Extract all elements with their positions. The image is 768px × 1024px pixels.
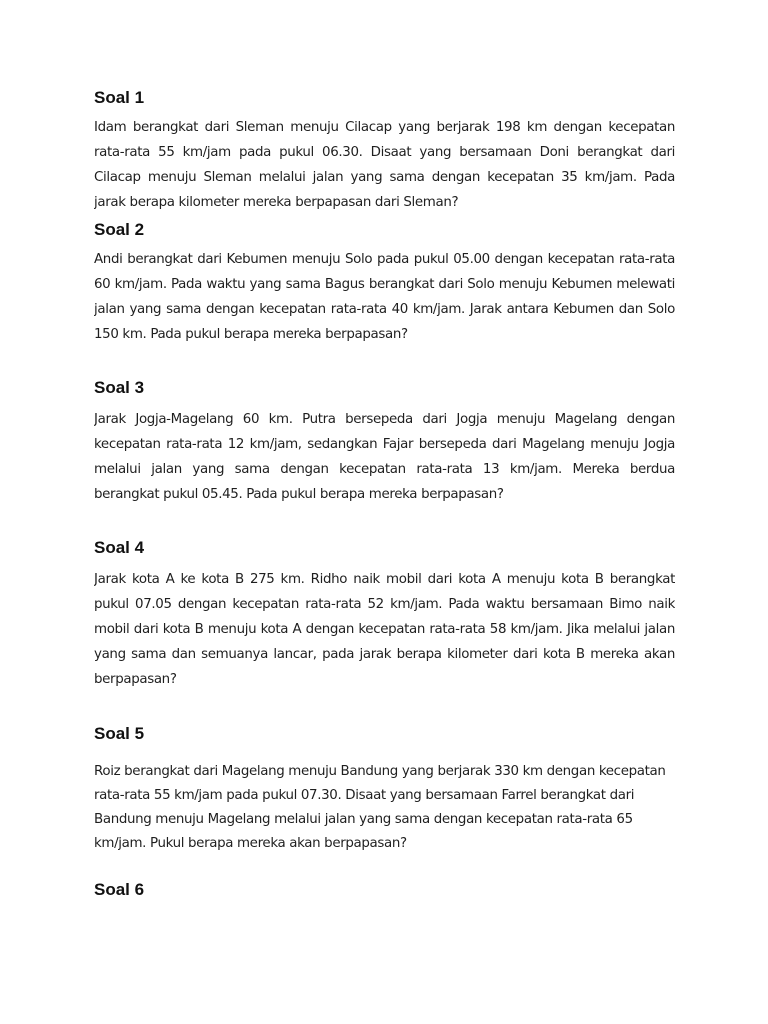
- soal-1-line-1: Idam berangkat dari Sleman menuju Cilacap yang berjarak 198 km dengan kecepatan: [94, 120, 675, 135]
- soal-4-line-5: berpapasan?: [94, 672, 177, 687]
- soal-3-line-3: melalui jalan yang sama dengan kecepatan rata-rata 13 km/jam. Mereka berdua: [94, 462, 675, 477]
- soal-1-line-3: Cilacap menuju Sleman melalui jalan yang sama dengan kecepatan 35 km/jam. Pada: [94, 170, 675, 185]
- soal-1-heading: Soal 1: [94, 88, 145, 107]
- soal-5-line-4: km/jam. Pukul berapa mereka akan berpapasan?: [94, 836, 407, 851]
- soal-3-line-4: berangkat pukul 05.45. Pada pukul berapa mereka berpapasan?: [94, 487, 504, 502]
- soal-3-heading: Soal 3: [94, 378, 145, 397]
- soal-5-line-1: Roiz berangkat dari Magelang menuju Bandung yang berjarak 330 km dengan kecepatan: [94, 764, 666, 779]
- soal-2-paragraph: [94, 247, 675, 347]
- soal-2-line-1: Andi berangkat dari Kebumen menuju Solo pada pukul 05.00 dengan kecepatan rata-rata: [94, 252, 675, 267]
- soal-3-line-1: Jarak Jogja-Magelang 60 km. Putra bersepeda dari Jogja menuju Magelang dengan: [94, 412, 675, 427]
- soal-2-line-2: 60 km/jam. Pada waktu yang sama Bagus berangkat dari Solo menuju Kebumen melewati: [94, 277, 675, 292]
- soal-5-line-2: rata-rata 55 km/jam pada pukul 07.30. Disaat yang bersamaan Farrel berangkat dari: [94, 788, 635, 803]
- soal-1-line-2: rata-rata 55 km/jam pada pukul 06.30. Disaat yang bersamaan Doni berangkat dari: [94, 145, 675, 160]
- soal-3-line-2: kecepatan rata-rata 12 km/jam, sedangkan Fajar bersepeda dari Magelang menuju Jogja: [94, 437, 675, 452]
- soal-6-heading: Soal 6: [94, 880, 145, 899]
- soal-4-paragraph: [94, 567, 675, 692]
- soal-2-line-3: jalan yang sama dengan kecepatan rata-rata 40 km/jam. Jarak antara Kebumen dan Solo: [94, 302, 675, 317]
- soal-3-paragraph: [94, 407, 675, 507]
- soal-5-heading: Soal 5: [94, 724, 145, 743]
- soal-2-line-4: 150 km. Pada pukul berapa mereka berpapasan?: [94, 327, 408, 342]
- soal-4-line-1: Jarak kota A ke kota B 275 km. Ridho naik mobil dari kota A menuju kota B berangkat: [94, 572, 675, 587]
- soal-4-line-2: pukul 07.05 dengan kecepatan rata-rata 52 km/jam. Pada waktu bersamaan Bimo naik: [94, 597, 675, 612]
- soal-4-line-3: mobil dari kota B menuju kota A dengan kecepatan rata-rata 58 km/jam. Jika melalui jalan: [94, 622, 675, 637]
- soal-1-line-4: jarak berapa kilometer mereka berpapasan dari Sleman?: [94, 195, 459, 210]
- soal-4-heading: Soal 4: [94, 538, 145, 557]
- soal-5-paragraph: [94, 760, 675, 856]
- soal-1-paragraph: [94, 115, 675, 215]
- soal-4-line-4: yang sama dan semuanya lancar, pada jarak berapa kilometer dari kota B mereka akan: [94, 647, 675, 662]
- soal-5-line-3: Bandung menuju Magelang melalui jalan yang sama dengan kecepatan rata-rata 65: [94, 812, 633, 827]
- soal-2-heading: Soal 2: [94, 220, 145, 239]
